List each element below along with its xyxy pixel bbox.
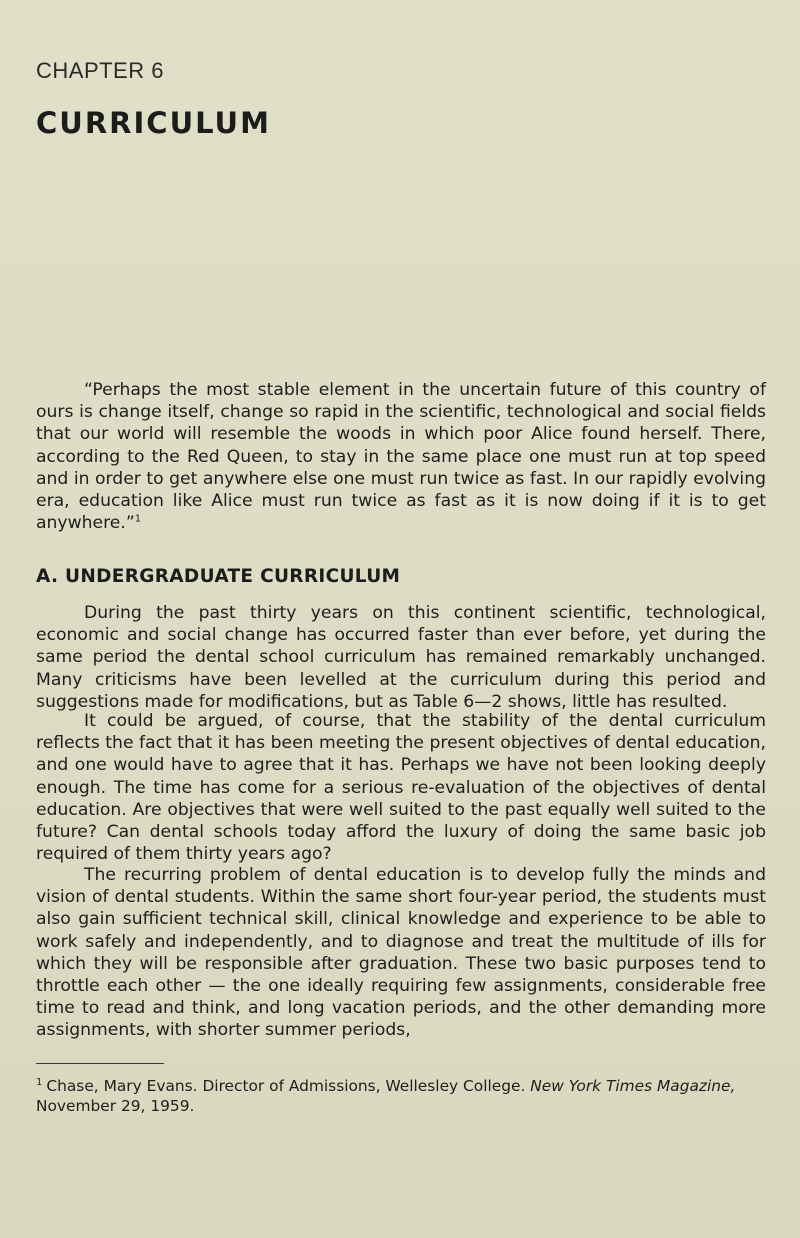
chapter-label: CHAPTER 6: [36, 58, 164, 83]
section-heading: A. UNDERGRADUATE CURRICULUM: [36, 566, 401, 587]
footnote-divider: [36, 1063, 164, 1064]
footnote-date: November 29, 1959.: [36, 1097, 195, 1115]
chapter-title: CURRICULUM: [36, 106, 271, 140]
epigraph-text: “Perhaps the most stable element in the uncertain future of this country of ours is change itself, change so rapid in the scientific, technological and social fields that our world will resemble the woods in which poor Alice found herself. There, according to the Red Queen, to stay in the same place one must run at top speed and in order to get anywhere else one must run twice as fast. In our rapidly evolving era, education like Alice must run twice as fast as it is now doing if it is to get anywhere.”: [36, 380, 766, 534]
body-paragraph: During the past thirty years on this continent scientific, technological, economic and social change has occurred faster than ever before, yet during the same period the dental school curriculum has remained remarkably unchanged. Many criticisms have been levelled at the curriculum during this period and suggestions made for modifications, but as Table 6—2 shows, little has resulted.: [36, 603, 766, 712]
footnote-reference: 1: [134, 513, 142, 525]
body-paragraph: It could be argued, of course, that the stability of the dental curriculum reflects the fact that it has been meeting the present objectives of dental education, and one would have to agree that it has. Perhaps we have not been looking deeply enough. The time has come for a serious re-evaluation of the objectives of dental education. Are objectives that were well suited to the past equally well suited to the future? Can dental schools today afford the luxury of doing the same basic job required of them thirty years ago?: [36, 711, 766, 865]
footnote-publication: New York Times Magazine,: [530, 1077, 736, 1095]
epigraph-quote: [36, 379, 766, 534]
body-paragraph: The recurring problem of dental education is to develop fully the minds and vision of dental students. Within the same short four-year period, the students must also gain sufficient technical skill, clinical knowledge and experience to be able to work safely and independently, and to diagnose and treat the multitude of ills for which they will be responsible after graduation. These two basic purposes tend to throttle each other — the one ideally requiring few assignments, considerable free time to read and think, and long vacation periods, and the other demanding more assignments, with shorter summer periods,: [36, 865, 766, 1041]
footnote-text: Chase, Mary Evans. Director of Admissions, Wellesley College.: [46, 1077, 531, 1095]
footnote: [36, 1076, 756, 1116]
footnote-mark: 1: [36, 1076, 43, 1088]
